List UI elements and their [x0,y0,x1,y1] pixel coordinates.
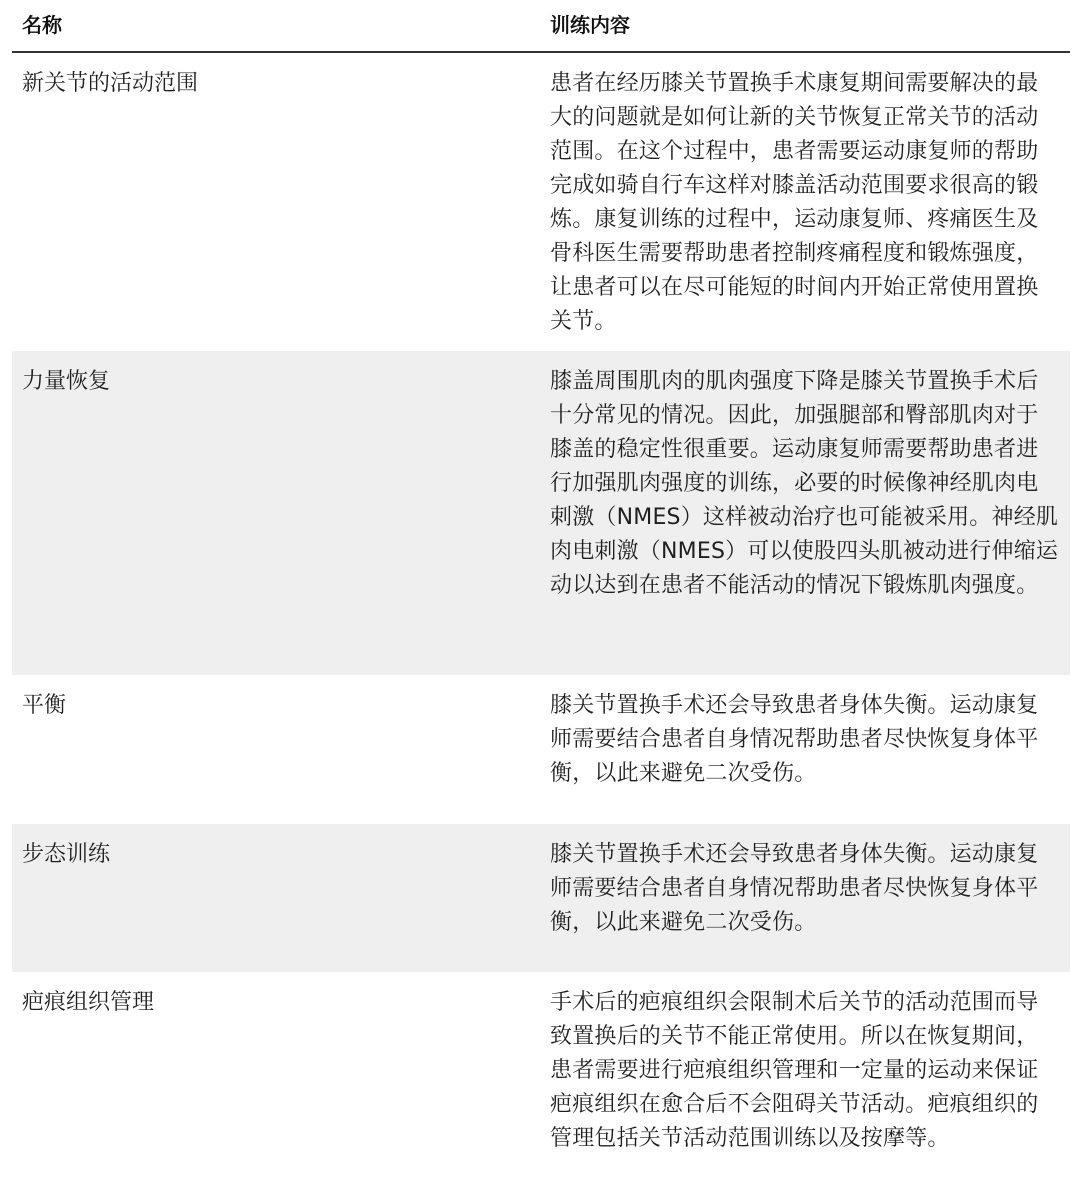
row-name: 力量恢复 [22,369,111,394]
row-content: 膝关节置换手术还会导致患者身体失衡。运动康复师需要结合患者自身情况帮助患者尽快恢复身体平衡，以此来避免二次受伤。 [550,842,1039,935]
row-content: 膝关节置换手术还会导致患者身体失衡。运动康复师需要结合患者自身情况帮助患者尽快恢复身体平衡，以此来避免二次受伤。 [550,693,1039,786]
table-row [12,972,1070,1192]
table-row [12,675,1070,824]
row-content: 手术后的疤痕组织会限制术后关节的活动范围而导致置换后的关节不能正常使用。所以在恢复期间，患者需要进行疤痕组织管理和一定量的运动来保证疤痕组织在愈合后不会阻碍关节活动。疤痕组织的管理包括关节活动范围训练以及按摩等。 [550,990,1039,1151]
row-name: 步态训练 [22,842,111,867]
row-content: 膝盖周围肌肉的肌肉强度下降是膝关节置换手术后十分常见的情况。因此，加强腿部和臀部肌肉对于膝盖的稳定性很重要。运动康复师需要帮助患者进行加强肌肉强度的训练，必要的时候像神经肌肉电刺激（NMES）这样被动治疗也可能被采用。神经肌肉电刺激（NMES）可以使股四头肌被动进行伸缩运动以达到在患者不能活动的情况下锻炼肌肉强度。 [550,369,1059,598]
row-name: 平衡 [22,693,67,718]
header-name: 名称 [22,13,62,37]
row-name: 新关节的活动范围 [22,71,199,96]
header-content: 训练内容 [550,13,630,37]
table-header [12,0,1070,53]
table-row [12,53,1070,351]
row-content: 患者在经历膝关节置换手术康复期间需要解决的最大的问题就是如何让新的关节恢复正常关节的活动范围。在这个过程中，患者需要运动康复师的帮助完成如骑自行车这样对膝盖活动范围要求很高的锻炼。康复训练的过程中，运动康复师、疼痛医生及骨科医生需要帮助患者控制疼痛程度和锻炼强度，让患者可以在尽可能短的时间内开始正常使用置换关节。 [550,71,1039,334]
training-table [12,0,1070,1151]
table-row [12,824,1070,972]
row-name: 疤痕组织管理 [22,990,155,1015]
table-row [12,351,1070,675]
